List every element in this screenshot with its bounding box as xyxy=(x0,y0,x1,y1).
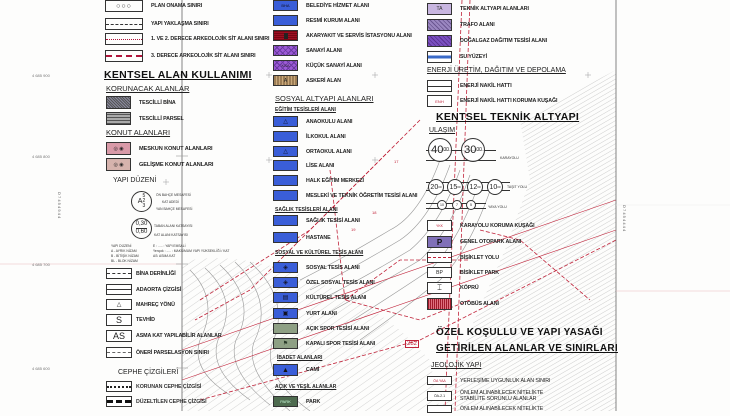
legend-item-sanayi: SANAYİ ALANI xyxy=(273,45,342,56)
legend-item-adaorta: ADAORTA ÇİZGİSİ xyxy=(106,284,181,295)
legend-item-dogalgaz: DOĞALGAZ DAĞITIM TESİSİ ALANI xyxy=(427,35,547,47)
road-label: YAYA YOLU xyxy=(488,205,507,209)
outdoor-sport-icon xyxy=(273,323,298,334)
subsection-saglik: SAĞLIK TESİSLERİ ALANI xyxy=(275,207,338,213)
legend-item-meskun-konut: ◎ ◉ MESKUN KONUT ALANLARI xyxy=(106,142,213,155)
striped-fill-icon xyxy=(106,112,131,125)
section-title-kentsel-teknik: KENTSEL TEKNİK ALTYAPI xyxy=(436,111,580,123)
note: KAT ADEDİ xyxy=(162,200,179,204)
school-icon: △ xyxy=(273,116,298,127)
dormitory-icon: ▣ xyxy=(273,308,298,319)
fuel-station-icon xyxy=(273,30,298,41)
parcel-number: 17 xyxy=(394,159,399,164)
legend-item-ozel-sosyal: ◈ ÖZEL SOSYAL TESİS ALANI xyxy=(273,277,375,288)
legend-item-duzeltilen-cephe: DÜZELTİLEN CEPHE ÇİZGİSİ xyxy=(106,396,206,407)
subsection-ulasim: ULAŞIM xyxy=(429,127,456,134)
natural-gas-icon xyxy=(427,35,452,47)
legend-item-trafo: TRAFO ALANI xyxy=(427,19,495,31)
legend-item-yurt: ▣ YURT ALANI xyxy=(273,308,337,319)
building-order-circle: A 5 2 3 xyxy=(131,191,152,212)
legend-item-resmi-kurum: RESMİ KURUM ALANI xyxy=(273,15,360,26)
note: YAN BAHÇE MESAFESİ xyxy=(156,207,193,211)
subsection-egitim: EĞİTİM TESİSLERİ ALANI xyxy=(275,107,336,113)
legend-item-cami: ▲ CAMİ xyxy=(273,364,319,376)
residential-dev-icon: ◎ ◉ xyxy=(106,158,131,171)
municipal-icon: BHA xyxy=(273,0,298,11)
road-buffer-icon: YKK xyxy=(427,220,452,231)
subsection-ibadet: İBADET ALANLARI xyxy=(277,355,323,361)
school-icon: △ xyxy=(273,146,298,157)
path-width-circle: 10 xyxy=(437,200,447,210)
path-width-circle: 7 xyxy=(452,200,462,210)
as-letters-icon: AS xyxy=(106,330,132,342)
power-line-icon xyxy=(427,80,452,92)
water-surface-icon xyxy=(427,51,452,63)
red-dot-line-icon xyxy=(105,33,143,45)
legend-item-ortaokul: △ ORTAOKUL ALANI xyxy=(273,146,352,157)
note: TABAN ALANI KATSAYISI xyxy=(154,224,193,228)
subsection-acik-yesil: AÇIK VE YEŞİL ALANLAR xyxy=(275,384,337,390)
legend-item-arkeolojik-3: 3. DERECE ARKEOLOJİK SİT ALANI SINIRI xyxy=(105,50,256,62)
coordinate-label: 4 685 600 xyxy=(32,366,50,371)
mosque-icon: ▲ xyxy=(273,364,298,376)
legend-item-teknik-altyapi: TA TEKNİK ALTYAPI ALANLARI xyxy=(427,3,529,15)
coefficient-circle: 0,30 0,60 xyxy=(131,218,152,239)
legend-item-gelisme-konut: ◎ ◉ GELİŞME KONUT ALANLARI xyxy=(106,158,213,171)
bridge-icon: ⌶ xyxy=(427,282,452,294)
road-width-circle: 30 00 xyxy=(461,138,485,162)
road-width-circle: 10 00 xyxy=(487,179,503,195)
precaution-icon xyxy=(427,405,452,413)
legend-item-kulturel: ▤ KÜLTÜREL TESİS ALANI xyxy=(273,292,366,303)
section-title-ozel-2: GETİRİLEN ALANLAR VE SINIRLARI xyxy=(436,343,618,354)
dashed-line-icon xyxy=(106,347,132,358)
legend-item-karayolu-koruma: YKK KARAYOLU KORUMA KUŞAĞI xyxy=(427,220,535,231)
legend-item-stabilite: ÖA-2.1 ÖNLEM ALINABİLECEK NİTELİKTE STABİLİTE SORUNLU ALANLAR xyxy=(427,390,543,402)
power-line-buffer-icon: ENH xyxy=(427,95,452,107)
legend-item-tescilli-parsel: TESCİLLİ PARSEL xyxy=(106,112,184,125)
bike-park-icon: BP xyxy=(427,267,452,278)
road-width-circle: 12 00 xyxy=(467,179,483,195)
school-icon xyxy=(273,131,298,142)
note: KAT ALANI KATSAYISI xyxy=(154,233,188,237)
legend-item-park: PARK PARK xyxy=(273,396,320,407)
subsection-jeolojik: JEOLOJİK YAPI xyxy=(431,362,482,369)
culture-icon: ▤ xyxy=(273,292,298,303)
bus-area-icon xyxy=(427,298,452,310)
legend-item-kucuk-sanayi: KSA KÜÇÜK SANAYİ ALANI xyxy=(273,60,362,71)
dotted-line-icon xyxy=(106,381,132,392)
legend-item-tevhid: S TEVHİD xyxy=(106,314,155,326)
technical-infra-icon: TA xyxy=(427,3,452,15)
subsection-yapi-duzeni: YAPI DÜZENİ xyxy=(113,177,157,184)
private-social-icon: ◈ xyxy=(273,277,298,288)
legend-item-su-yuzeyi: SU YÜZEYİ xyxy=(427,51,487,63)
small-industry-icon: KSA xyxy=(273,60,298,71)
legend-item-bisiklet-park: BP BİSİKLET PARK xyxy=(427,267,499,278)
note: ÖN BAHÇE MESAFESİ xyxy=(156,193,191,197)
health-icon xyxy=(273,215,298,226)
parcel-number: 282 xyxy=(407,341,418,347)
legend-item-oneri-parselasyon: ÖNERİ PARSELASYON SINIRI xyxy=(106,347,209,358)
parking-icon: P xyxy=(427,236,452,248)
legend-item-belediye: BHA BELEDİYE HİZMET ALANI xyxy=(273,0,369,11)
note: YAPI DÜZENİ xyxy=(111,244,132,248)
note: B - BİTİŞİK NİZAM xyxy=(111,254,139,258)
legend-item-otobus: OTOBÜS ALANI xyxy=(427,298,499,310)
road-width-circle: 20 00 xyxy=(428,179,444,195)
legend-item-mesleki: MESLEKİ VE TEKNİK ÖĞRETİM TESİSİ ALANI xyxy=(273,190,417,201)
residential-icon: ◎ ◉ xyxy=(106,142,131,155)
legend-item-kapali-spor: ⚑ KAPALI SPOR TESİSİ ALANI xyxy=(273,338,375,349)
legend-item-onlem: ÖNLEM ALINABİLECEK NİTELİKTE xyxy=(427,405,543,413)
legend-item-enerji-nakil: ENERJİ NAKİL HATTI xyxy=(427,80,512,92)
vertical-coordinate-label: D 7 4 5 4 4 4 4 xyxy=(622,205,627,232)
legend-item-plan-onama: ○○○ PLAN ONAMA SINIRI xyxy=(105,0,202,12)
dotted-fill-icon xyxy=(106,96,131,109)
note: Yençok : ..... : MAKSİMUM YAPI YÜKSEKLİĞİ / KAT xyxy=(153,249,230,253)
legend-item-otopark: P GENEL OTOPARK ALANI xyxy=(427,236,521,248)
road-width-circle: 40 00 xyxy=(428,138,452,162)
legend-item-yerlesime-uygunluk: ÖA YAA YERLEŞİME UYGUNLUK ALAN SINIRI xyxy=(427,376,550,385)
park-icon: PARK xyxy=(273,396,298,407)
legend-item-akaryakit: AKARYAKIT VE SERVİS İSTASYONU ALANI xyxy=(273,30,412,41)
school-icon xyxy=(273,175,298,186)
legend-item-korunan-cephe: KORUNAN CEPHE ÇİZGİSİ xyxy=(106,381,201,392)
parcel-number: 19 xyxy=(351,227,356,232)
bike-lane-icon xyxy=(427,252,452,263)
legend-item-saglik-tesisi: SAĞLIK TESİSİ ALANI xyxy=(273,215,360,226)
coordinate-label: 4 685 800 xyxy=(32,154,50,159)
school-icon xyxy=(273,190,298,201)
note: E : ..... : YAPI EMSALİ xyxy=(153,244,186,248)
road-width-circle: 15 00 xyxy=(447,179,463,195)
school-icon xyxy=(273,160,298,171)
transformer-icon xyxy=(427,19,452,31)
subsection-korunacak: KORUNACAK ALANLAR xyxy=(106,84,190,93)
legend-item-tescilli-bina: TESCİLLİ BİNA xyxy=(106,96,176,109)
hospital-icon xyxy=(273,232,298,243)
subsection-cephe: CEPHE ÇİZGİLERİ xyxy=(118,369,179,376)
coordinate-label: 4 685 700 xyxy=(32,262,50,267)
legend-item-asma-kat: AS ASMA KAT YAPILABİLİR ALANLAR xyxy=(106,330,222,342)
vertical-coordinate-label: D 7 4 5 4 9 4 4 xyxy=(57,192,62,219)
parcel-number: 18 xyxy=(372,210,377,215)
legend-item-kopru: ⌶ KÖPRÜ xyxy=(427,282,479,294)
note: BL - BLOK NİZAM xyxy=(111,259,138,263)
dashed-line-icon xyxy=(106,268,132,279)
legend-item-hastane: HASTANE xyxy=(273,232,331,243)
legend-item-ilkokul: İLKOKUL ALANI xyxy=(273,131,346,142)
circles-boundary-icon: ○○○ xyxy=(105,0,143,12)
legend-item-askeri: A ASKERİ ALAN xyxy=(273,75,341,86)
path-width-circle: 5 xyxy=(466,200,476,210)
triangle-icon: △ xyxy=(106,299,132,310)
military-icon: A xyxy=(273,75,298,86)
dash-line-icon xyxy=(105,18,143,30)
line-icon xyxy=(106,284,132,295)
legend-item-yapi-yaklasma: YAPI YAKLAŞMA SINIRI xyxy=(105,18,209,30)
subsection-sosyal-altyapi: SOSYAL ALTYAPI ALANLARI xyxy=(275,94,374,103)
subsection-konut: KONUT ALANLARI xyxy=(106,128,171,137)
note: AS: ASMA KAT xyxy=(153,254,176,258)
s-letter-icon: S xyxy=(106,314,132,326)
industrial-icon xyxy=(273,45,298,56)
section-title-kentsel-alan: KENTSEL ALAN KULLANIMI xyxy=(104,69,252,81)
red-dash-line-icon xyxy=(105,50,143,62)
legend-item-bina-derinligi: BİNA DERİNLİĞİ xyxy=(106,268,176,279)
legend-item-arkeolojik-1-2: 1. VE 2. DERECE ARKEOLOJİK SİT ALANI SINIRI xyxy=(105,33,269,45)
legend-item-halk-egitim: HALK EĞİTİM MERKEZİ xyxy=(273,175,364,186)
subsection-sosyal-kultur: SOSYAL VE KÜLTÜREL TESİS ALANI xyxy=(275,250,364,256)
legend-item-bisiklet-yolu: BİSİKLET YOLU xyxy=(427,252,499,263)
road-label: TAŞIT YOLU xyxy=(507,185,528,189)
legend-item-acik-spor: AÇIK SPOR TESİSİ ALANI xyxy=(273,323,369,334)
indoor-sport-icon: ⚑ xyxy=(273,338,298,349)
legend-item-mahrec: △ MAHREÇ YÖNÜ xyxy=(106,299,175,310)
suitability-boundary-icon: ÖA YAA xyxy=(427,376,452,385)
social-facility-icon: ◈ xyxy=(273,262,298,273)
note: A - AYRIK NİZAM xyxy=(111,249,137,253)
government-icon xyxy=(273,15,298,26)
legend-item-anaokulu: △ ANAOKULU ALANI xyxy=(273,116,352,127)
coordinate-label: 4 685 900 xyxy=(32,73,50,78)
section-title-ozel-1: ÖZEL KOŞULLU VE YAPI YASAĞI xyxy=(436,327,603,338)
legend-item-sosyal-tesis: ◈ SOSYAL TESİS ALANI xyxy=(273,262,360,273)
road-label: KARAYOLU xyxy=(500,156,519,160)
bold-dash-icon xyxy=(106,396,132,407)
legend-item-enerji-koruma: ENH ENERJİ NAKİL HATTI KORUMA KUŞAĞI xyxy=(427,95,557,107)
legend-item-lise: LİSE ALANI xyxy=(273,160,334,171)
stability-icon: ÖA-2.1 xyxy=(427,391,452,401)
subsection-enerji: ENERJİ ÜRETİM, DAĞITIM VE DEPOLAMA xyxy=(427,67,566,74)
